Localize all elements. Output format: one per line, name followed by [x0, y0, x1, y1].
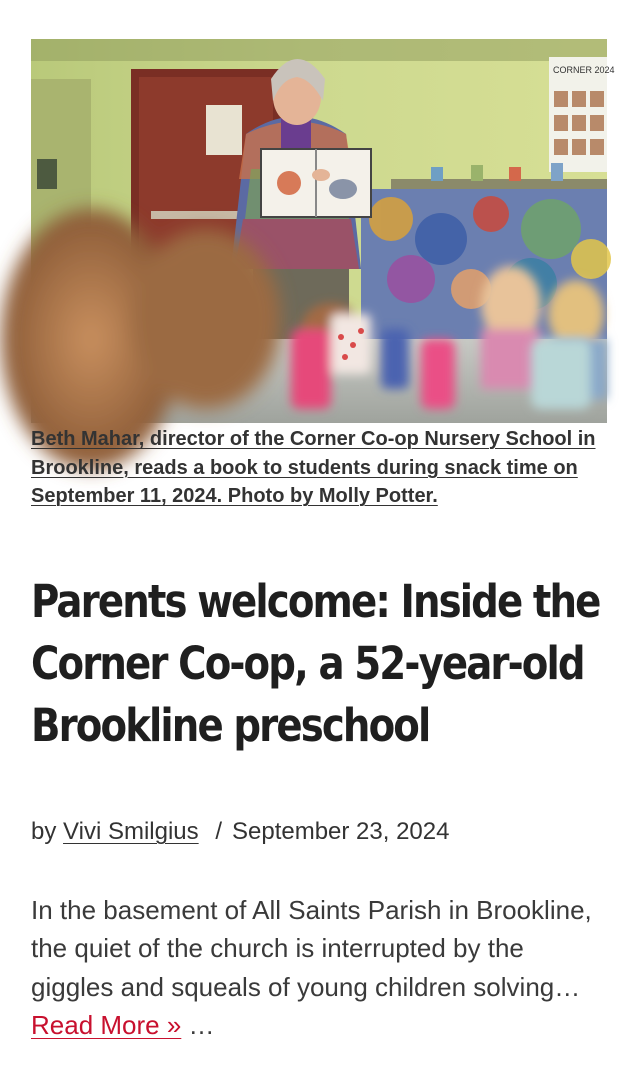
author-link[interactable]: Vivi Smilgius — [63, 817, 199, 845]
excerpt-text: In the basement of All Saints Parish in Brookline, the quiet of the church is interrupted by the giggles and squeals of young children solving… — [31, 894, 592, 1002]
article-photo-link[interactable] — [31, 39, 615, 423]
excerpt-ellipsis: … — [188, 1010, 215, 1041]
article-headline[interactable]: Parents welcome: Inside the Corner Co-op, a 52-year-old Brookline preschool — [31, 574, 600, 752]
byline — [31, 817, 607, 847]
article-photo — [31, 39, 615, 423]
publish-date: September 23, 2024 — [231, 817, 450, 845]
photo-bulletin-text: CORNER 2024 — [553, 65, 615, 75]
photo-caption-link[interactable]: Beth Mahar, director of the Corner Co-op Nursery School in Brookline, reads a book to students during snack time on September 11, 2024. Photo by Molly Potter. — [31, 428, 596, 508]
byline-prefix: by — [31, 817, 57, 845]
article-excerpt — [31, 891, 607, 1045]
article-card — [31, 39, 615, 1071]
read-more-link[interactable]: Read More » — [31, 1010, 182, 1041]
byline-separator: / — [215, 817, 222, 845]
